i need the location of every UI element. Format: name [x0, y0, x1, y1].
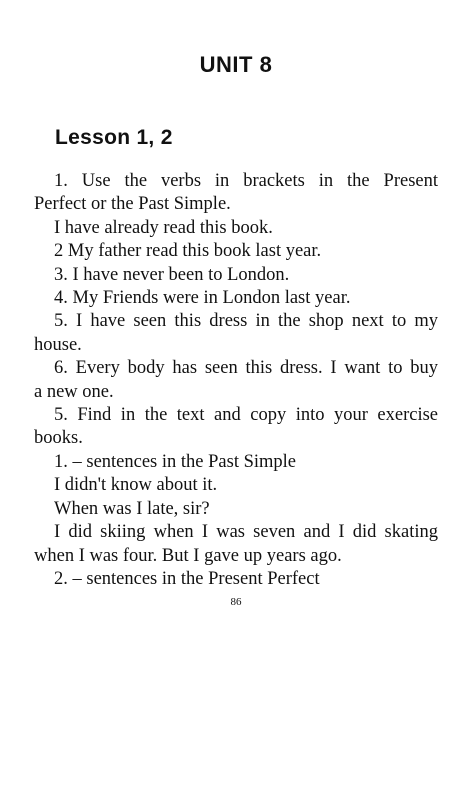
exercise-text: [34, 170, 438, 591]
text-line: 5. Find in the text and copy into your exercise: [54, 405, 438, 426]
text-line: I didn't know about it.: [54, 475, 218, 496]
text-line: 1. – sentences in the Past Simple: [54, 451, 297, 472]
text-line: Perfect or the Past Simple.: [34, 194, 231, 215]
unit-title: UNIT 8: [199, 52, 273, 77]
text-line: 1. Use the verbs in brackets in the Present: [54, 171, 438, 191]
text-line: house.: [34, 334, 82, 355]
text-line: a new one.: [34, 381, 114, 402]
page-number: 86: [230, 596, 242, 608]
text-line: 6. Every body has seen this dress. I want to buy: [54, 358, 438, 379]
text-line: 4. My Friends were in London last year.: [54, 288, 351, 309]
text-line: 5. I have seen this dress in the shop next to my: [54, 311, 438, 332]
text-line: 2. – sentences in the Present Perfect: [54, 568, 320, 589]
text-line: 3. I have never been to London.: [54, 264, 290, 285]
text-line: 2 My father read this book last year.: [54, 241, 322, 262]
text-line: when I was four. But I gave up years ago.: [34, 545, 342, 566]
text-line: I did skiing when I was seven and I did skating: [54, 522, 438, 543]
text-line: I have already read this book.: [54, 217, 273, 238]
lesson-title: Lesson 1, 2: [55, 126, 173, 149]
text-line: When was I late, sir?: [54, 498, 210, 519]
text-line: books.: [34, 428, 83, 449]
